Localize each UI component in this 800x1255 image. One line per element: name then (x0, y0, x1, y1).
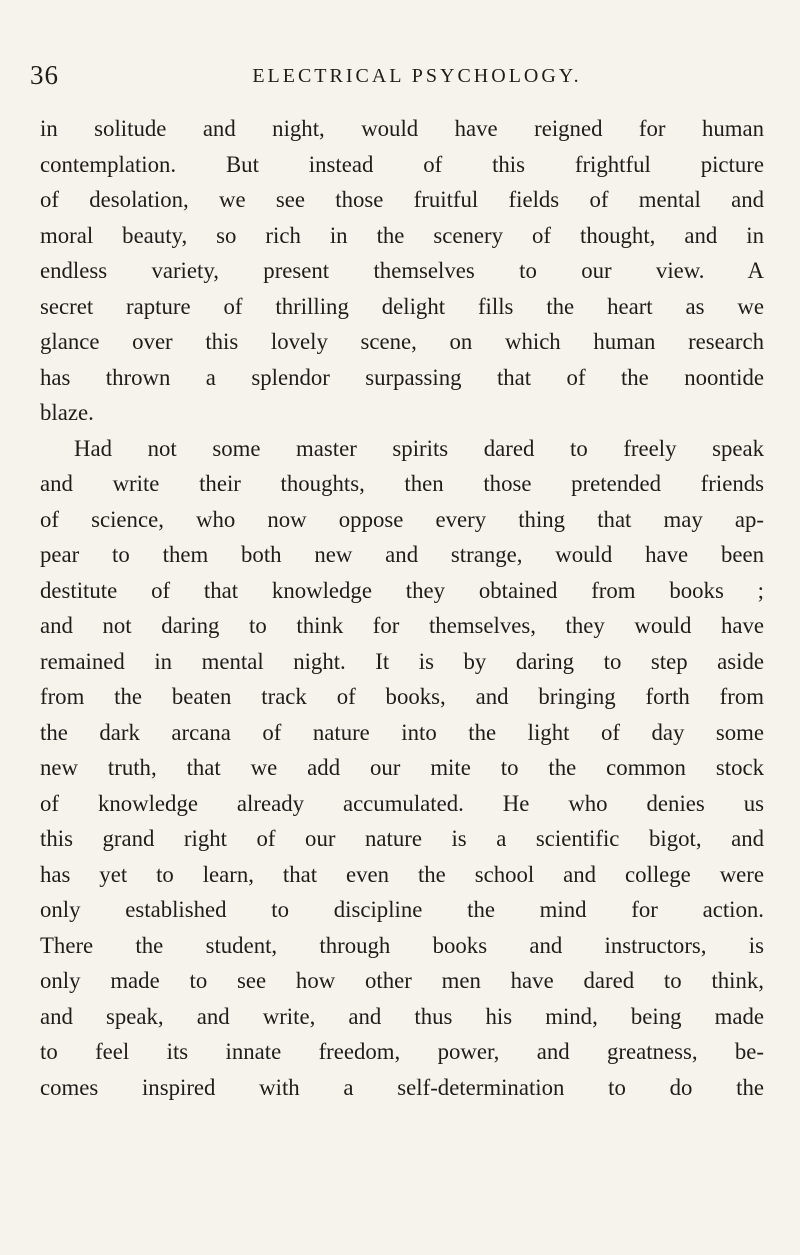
text-line: moral beauty, so rich in the scenery of thought, and in (40, 222, 764, 248)
text-line: comes inspired with a self-determination to do the (40, 1074, 764, 1100)
text-line: in solitude and night, would have reigned for human (40, 116, 764, 141)
text-line: endless variety, present themselves to our view. A (40, 258, 764, 283)
text-line: and write their thoughts, then those pretended friends (40, 471, 764, 496)
text-line: There the student, through books and instructors, is (40, 932, 764, 958)
text-line: this grand right of our nature is a scientific bigot, and (40, 826, 764, 851)
text-line: has thrown a splendor surpassing that of the noontide (40, 364, 764, 390)
text-line: from the beaten track of books, and bringing forth from (40, 684, 764, 709)
text-line: and not daring to think for themselves, they would have (40, 613, 764, 638)
text-line: blaze. (40, 400, 94, 425)
text-line: the dark arcana of nature into the light of day some (40, 719, 764, 745)
text-line: Had not some master spirits dared to freely speak (74, 435, 764, 461)
text-line: new truth, that we add our mite to the common stock (40, 755, 764, 780)
book-page (30, 0, 764, 1255)
running-head (30, 60, 764, 90)
paragraph-1 (40, 111, 764, 431)
text-line: secret rapture of thrilling delight fills the heart as we (40, 293, 764, 319)
page-number: 36 (30, 60, 59, 90)
paragraph-2 (40, 431, 764, 1106)
text-line: has yet to learn, that even the school and college were (40, 861, 764, 887)
text-line: only made to see how other men have dared to think, (40, 968, 764, 993)
text-line: of desolation, we see those fruitful fields of mental and (40, 187, 764, 212)
text-line: only established to discipline the mind for action. (40, 897, 764, 922)
text-line: and speak, and write, and thus his mind, being made (40, 1003, 764, 1029)
text-line: pear to them both new and strange, would have been (40, 542, 764, 567)
text-line: remained in mental night. It is by daring to step aside (40, 648, 764, 674)
text-line: contemplation. But instead of this frightful picture (40, 151, 764, 177)
body-text (40, 111, 764, 1105)
text-line: to feel its innate freedom, power, and greatness, be- (40, 1039, 764, 1064)
text-line: of science, who now oppose every thing that may ap- (40, 506, 764, 532)
text-line: destitute of that knowledge they obtained from books ; (40, 577, 764, 603)
running-title: ELECTRICAL PSYCHOLOGY. (252, 65, 582, 87)
text-line: glance over this lovely scene, on which human research (40, 329, 764, 354)
text-line: of knowledge already accumulated. He who denies us (40, 790, 764, 816)
